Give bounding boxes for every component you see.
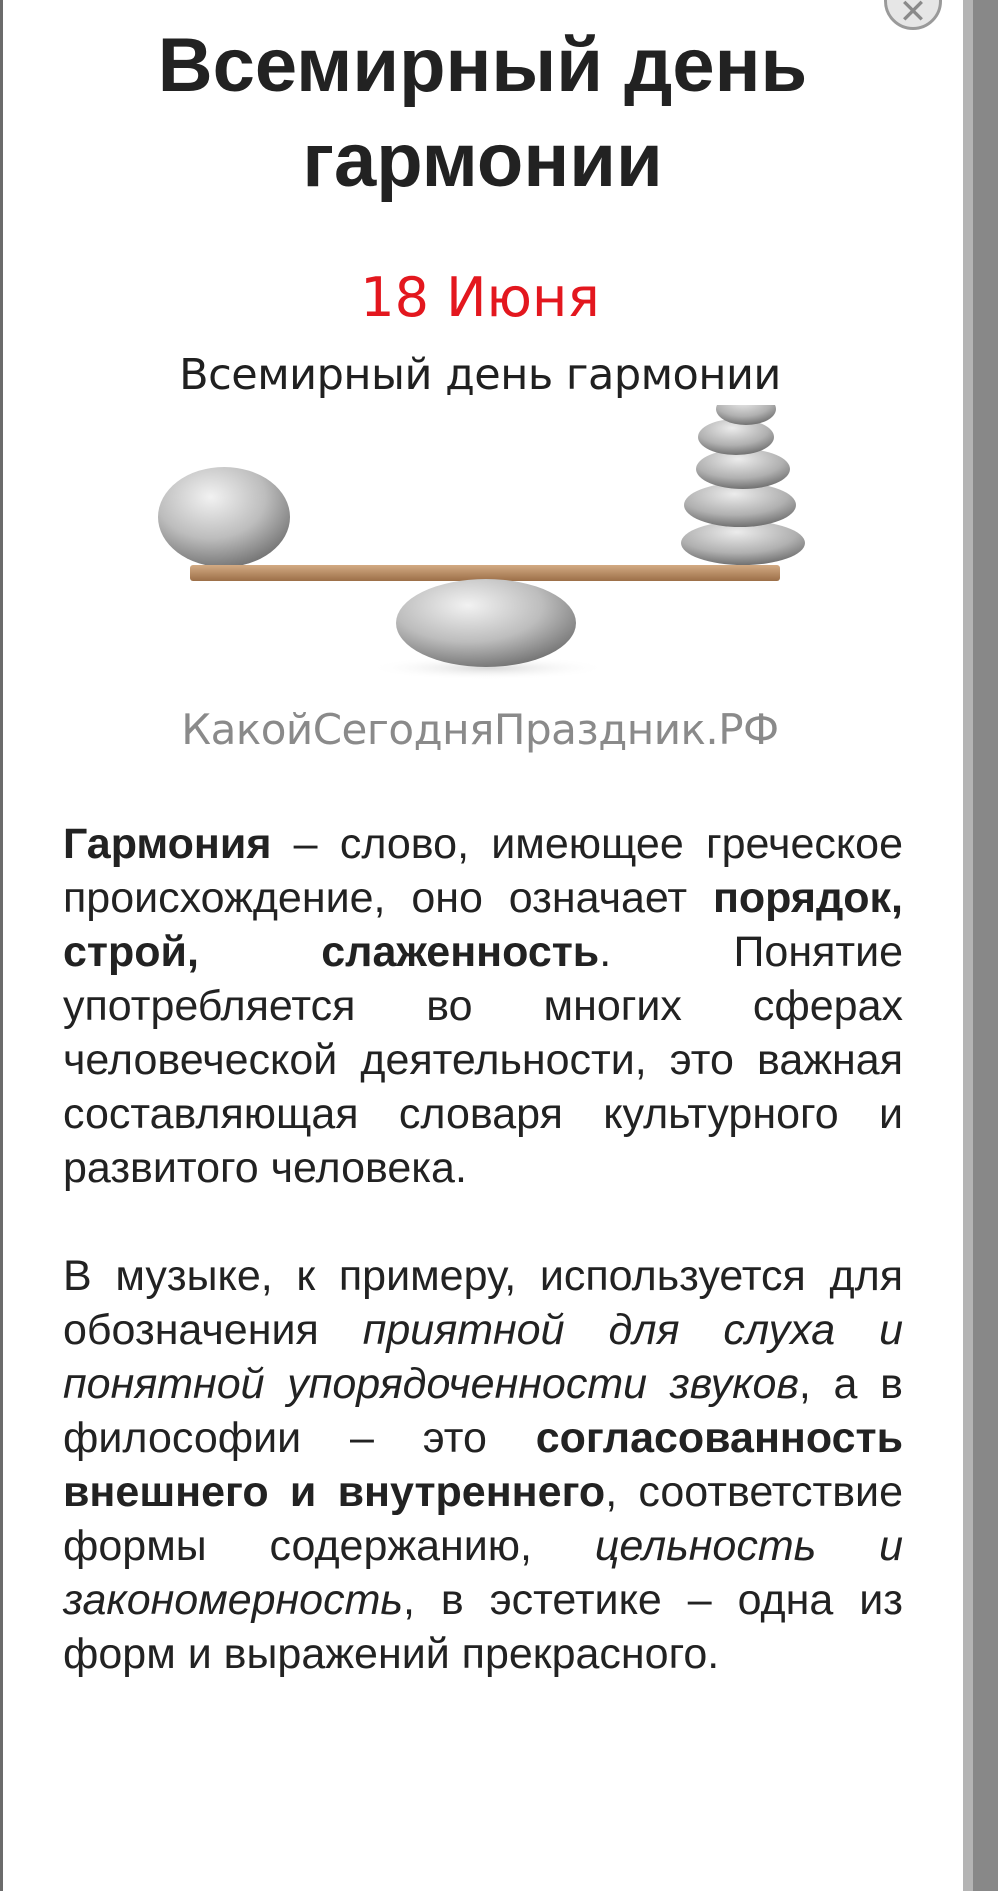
p2-italic-1: приятной для слуха и понятной упорядоченности звуков — [63, 1306, 903, 1408]
article-paragraph-1 — [63, 817, 903, 1195]
poster-subtitle: Всемирный день гармонии — [179, 350, 781, 400]
p2-text-2: , а в философии – это — [63, 1360, 903, 1462]
article-paragraph-2 — [63, 1249, 903, 1681]
fulcrum-stone — [368, 579, 608, 680]
article-body — [63, 817, 903, 1735]
balance-stones-illustration — [100, 405, 860, 705]
p1-text-1: – слово, имеющее греческое происхождение, оно означает — [63, 820, 903, 922]
balance-plank — [190, 565, 780, 581]
p1-text-2: . Понятие употребляется во многих сферах человеческой деятельности, это важная составляющая словаря культурного и развитого человека. — [63, 928, 903, 1192]
poster-watermark: КакойСегодняПраздник.РФ — [181, 705, 779, 754]
left-window-edge — [0, 0, 3, 1891]
poster-date: 18 Июня — [360, 266, 600, 329]
left-stone — [158, 467, 290, 567]
p2-italic-2: цельность и закономерность — [63, 1522, 903, 1624]
close-icon: ✕ — [898, 0, 928, 32]
p2-text-3: , соответствие формы содержанию, — [63, 1468, 903, 1570]
right-scroll-strip[interactable] — [963, 0, 998, 1891]
term-harmony: Гармония — [63, 820, 272, 868]
p2-bold-1: согласованность внешнего и внутреннего — [63, 1414, 903, 1516]
holiday-poster-image — [100, 255, 860, 765]
p2-text-4: , в эстетике – одна из форм и выражений прекрасного. — [63, 1576, 903, 1678]
p1-bold-meaning: порядок, строй, слаженность — [63, 874, 903, 976]
p2-text-1: В музыке, к примеру, используется для обозначения — [63, 1252, 903, 1354]
right-stone-stack — [681, 405, 805, 565]
scroll-track[interactable] — [963, 0, 973, 1891]
page-title: Всемирный день гармонии — [157, 23, 808, 203]
